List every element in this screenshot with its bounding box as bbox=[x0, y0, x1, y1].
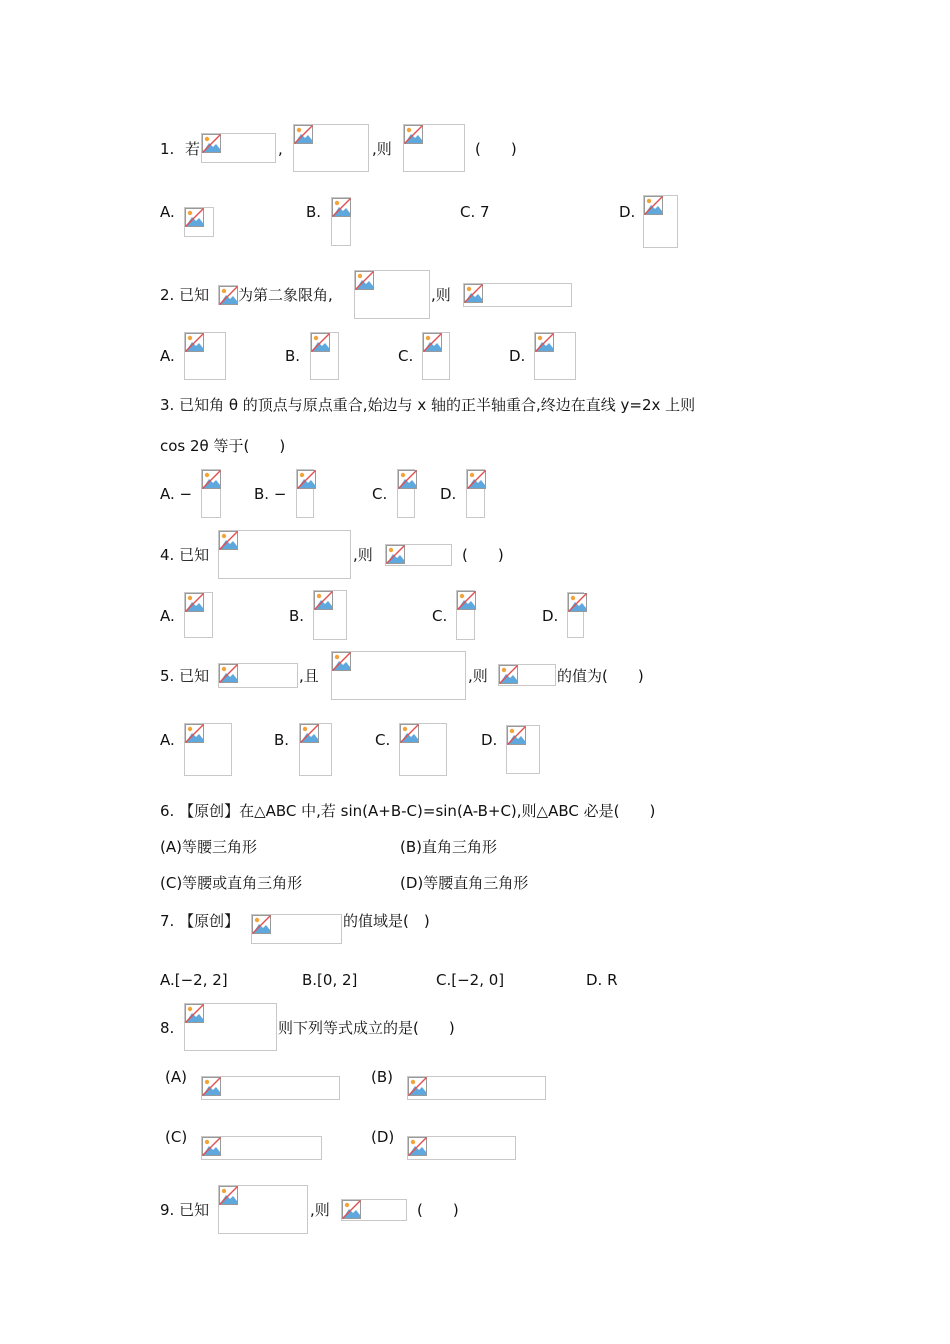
broken-image-icon bbox=[252, 915, 271, 934]
formula-image bbox=[218, 1185, 308, 1234]
q6-stem: 6. 【原创】在△ABC 中,若 sin(A+B-C)=sin(A-B+C),则△ABC 必是( ) bbox=[160, 802, 656, 820]
formula-image bbox=[456, 590, 475, 640]
q4-stem-a: 4. 已知 bbox=[160, 546, 210, 564]
formula-image bbox=[643, 195, 678, 248]
formula-image bbox=[293, 124, 369, 172]
broken-image-icon bbox=[400, 724, 419, 743]
formula-image bbox=[331, 651, 466, 700]
broken-image-icon bbox=[457, 591, 476, 610]
formula-image bbox=[201, 1076, 340, 1100]
q6-option-c: (C)等腰或直角三角形 bbox=[160, 874, 303, 892]
broken-image-icon bbox=[300, 724, 319, 743]
formula-image bbox=[184, 592, 213, 638]
formula-image bbox=[184, 1003, 277, 1051]
q4-stem-b: ,则 bbox=[353, 546, 373, 564]
broken-image-icon bbox=[408, 1137, 427, 1156]
q3-option-d: D. bbox=[440, 485, 457, 503]
q9-stem-a: 9. 已知 bbox=[160, 1201, 210, 1219]
q2-stem-a: 2. 已知 bbox=[160, 286, 210, 304]
broken-image-icon bbox=[644, 196, 663, 215]
q1-option-a: A. bbox=[160, 203, 175, 221]
q2-option-d: D. bbox=[509, 347, 526, 365]
q7-stem-a: 7. 【原创】 bbox=[160, 912, 240, 930]
q1-sep1: , bbox=[278, 140, 283, 158]
q4-option-b: B. bbox=[289, 607, 305, 625]
formula-image bbox=[184, 332, 226, 380]
q7-option-d: D. R bbox=[586, 971, 618, 989]
formula-image bbox=[299, 723, 332, 776]
formula-image bbox=[218, 285, 238, 305]
broken-image-icon bbox=[507, 726, 526, 745]
broken-image-icon bbox=[185, 333, 204, 352]
q9-paren: ( ) bbox=[417, 1201, 459, 1219]
q5-option-a: A. bbox=[160, 731, 175, 749]
formula-image bbox=[466, 469, 485, 518]
formula-image bbox=[218, 530, 351, 579]
broken-image-icon bbox=[185, 724, 204, 743]
q5-option-c: C. bbox=[375, 731, 391, 749]
q2-option-b: B. bbox=[285, 347, 301, 365]
broken-image-icon bbox=[535, 333, 554, 352]
q3-option-b: B. − bbox=[254, 485, 287, 503]
q8-option-b: (B) bbox=[371, 1068, 393, 1086]
q4-option-a: A. bbox=[160, 607, 175, 625]
formula-image bbox=[403, 124, 465, 172]
q4-option-c: C. bbox=[432, 607, 448, 625]
q5-option-b: B. bbox=[274, 731, 290, 749]
q5-stem-b: ,且 bbox=[299, 667, 319, 685]
formula-image bbox=[313, 590, 347, 640]
q7-option-b: B.[0, 2] bbox=[302, 971, 358, 989]
broken-image-icon bbox=[219, 286, 238, 305]
broken-image-icon bbox=[219, 664, 238, 683]
formula-image bbox=[184, 723, 232, 776]
formula-image bbox=[399, 723, 447, 776]
formula-image bbox=[184, 207, 214, 237]
formula-image bbox=[341, 1199, 407, 1221]
broken-image-icon bbox=[332, 198, 351, 217]
q6-option-b: (B)直角三角形 bbox=[400, 838, 497, 856]
formula-image bbox=[201, 1136, 322, 1160]
q1-prefix: 若 bbox=[185, 140, 201, 158]
q2-option-a: A. bbox=[160, 347, 175, 365]
q3-line2: cos 2θ 等于( ) bbox=[160, 437, 286, 455]
broken-image-icon bbox=[355, 271, 374, 290]
broken-image-icon bbox=[297, 470, 316, 489]
q7-option-a: A.[−2, 2] bbox=[160, 971, 228, 989]
q1-option-b: B. bbox=[306, 203, 322, 221]
formula-image bbox=[422, 332, 450, 380]
formula-image bbox=[218, 663, 298, 688]
broken-image-icon bbox=[467, 470, 486, 489]
q8-option-a: (A) bbox=[165, 1068, 187, 1086]
q4-option-d: D. bbox=[542, 607, 559, 625]
formula-image bbox=[331, 197, 351, 246]
q3-line1: 3. 已知角 θ 的顶点与原点重合,始边与 x 轴的正半轴重合,终边在直线 y=2x 上则 bbox=[160, 396, 696, 414]
q1-sep2: ,则 bbox=[372, 140, 392, 158]
broken-image-icon bbox=[202, 1137, 221, 1156]
formula-image bbox=[397, 469, 415, 518]
q5-option-d: D. bbox=[481, 731, 498, 749]
broken-image-icon bbox=[398, 470, 417, 489]
q7-stem-b: 的值域是( ) bbox=[343, 912, 430, 930]
broken-image-icon bbox=[342, 1200, 361, 1219]
broken-image-icon bbox=[294, 125, 313, 144]
formula-image bbox=[296, 469, 314, 518]
broken-image-icon bbox=[408, 1077, 427, 1096]
formula-image bbox=[534, 332, 576, 380]
broken-image-icon bbox=[202, 134, 221, 153]
broken-image-icon bbox=[404, 125, 423, 144]
formula-image bbox=[407, 1076, 546, 1100]
broken-image-icon bbox=[386, 545, 405, 564]
formula-image bbox=[567, 592, 584, 638]
broken-image-icon bbox=[423, 333, 442, 352]
broken-image-icon bbox=[464, 284, 483, 303]
broken-image-icon bbox=[568, 593, 587, 612]
q1-option-d: D. bbox=[619, 203, 636, 221]
formula-image bbox=[407, 1136, 516, 1160]
q7-option-c: C.[−2, 0] bbox=[436, 971, 505, 989]
q2-stem-b: 为第二象限角, bbox=[238, 286, 333, 304]
q5-stem-c: ,则 bbox=[468, 667, 488, 685]
q3-option-c: C. bbox=[372, 485, 388, 503]
broken-image-icon bbox=[219, 1186, 238, 1205]
q9-stem-b: ,则 bbox=[310, 1201, 330, 1219]
broken-image-icon bbox=[185, 1004, 204, 1023]
broken-image-icon bbox=[185, 593, 204, 612]
broken-image-icon bbox=[311, 333, 330, 352]
broken-image-icon bbox=[185, 208, 204, 227]
formula-image bbox=[201, 133, 276, 163]
q4-paren: ( ) bbox=[462, 546, 504, 564]
formula-image bbox=[385, 544, 452, 566]
q2-option-c: C. bbox=[398, 347, 414, 365]
q6-option-d: (D)等腰直角三角形 bbox=[400, 874, 529, 892]
formula-image bbox=[251, 914, 342, 944]
broken-image-icon bbox=[499, 665, 518, 684]
q8-stem: 则下列等式成立的是( ) bbox=[278, 1019, 455, 1037]
formula-image bbox=[498, 664, 556, 686]
q8-option-d: (D) bbox=[371, 1128, 395, 1146]
q2-stem-c: ,则 bbox=[431, 286, 451, 304]
formula-image bbox=[310, 332, 339, 380]
broken-image-icon bbox=[202, 1077, 221, 1096]
broken-image-icon bbox=[202, 470, 221, 489]
q1-option-c: C. 7 bbox=[460, 203, 490, 221]
broken-image-icon bbox=[314, 591, 333, 610]
q5-stem-a: 5. 已知 bbox=[160, 667, 210, 685]
broken-image-icon bbox=[219, 531, 238, 550]
formula-image bbox=[463, 283, 572, 307]
q1-paren: ( ) bbox=[475, 140, 517, 158]
broken-image-icon bbox=[332, 652, 351, 671]
formula-image bbox=[354, 270, 430, 319]
q3-option-a: A. − bbox=[160, 485, 193, 503]
q5-stem-d: 的值为( ) bbox=[557, 667, 644, 685]
formula-image bbox=[506, 725, 540, 774]
q8-number: 8. bbox=[160, 1019, 175, 1037]
q6-option-a: (A)等腰三角形 bbox=[160, 838, 257, 856]
formula-image bbox=[201, 469, 221, 518]
q8-option-c: (C) bbox=[165, 1128, 188, 1146]
q1-number: 1. bbox=[160, 140, 175, 158]
